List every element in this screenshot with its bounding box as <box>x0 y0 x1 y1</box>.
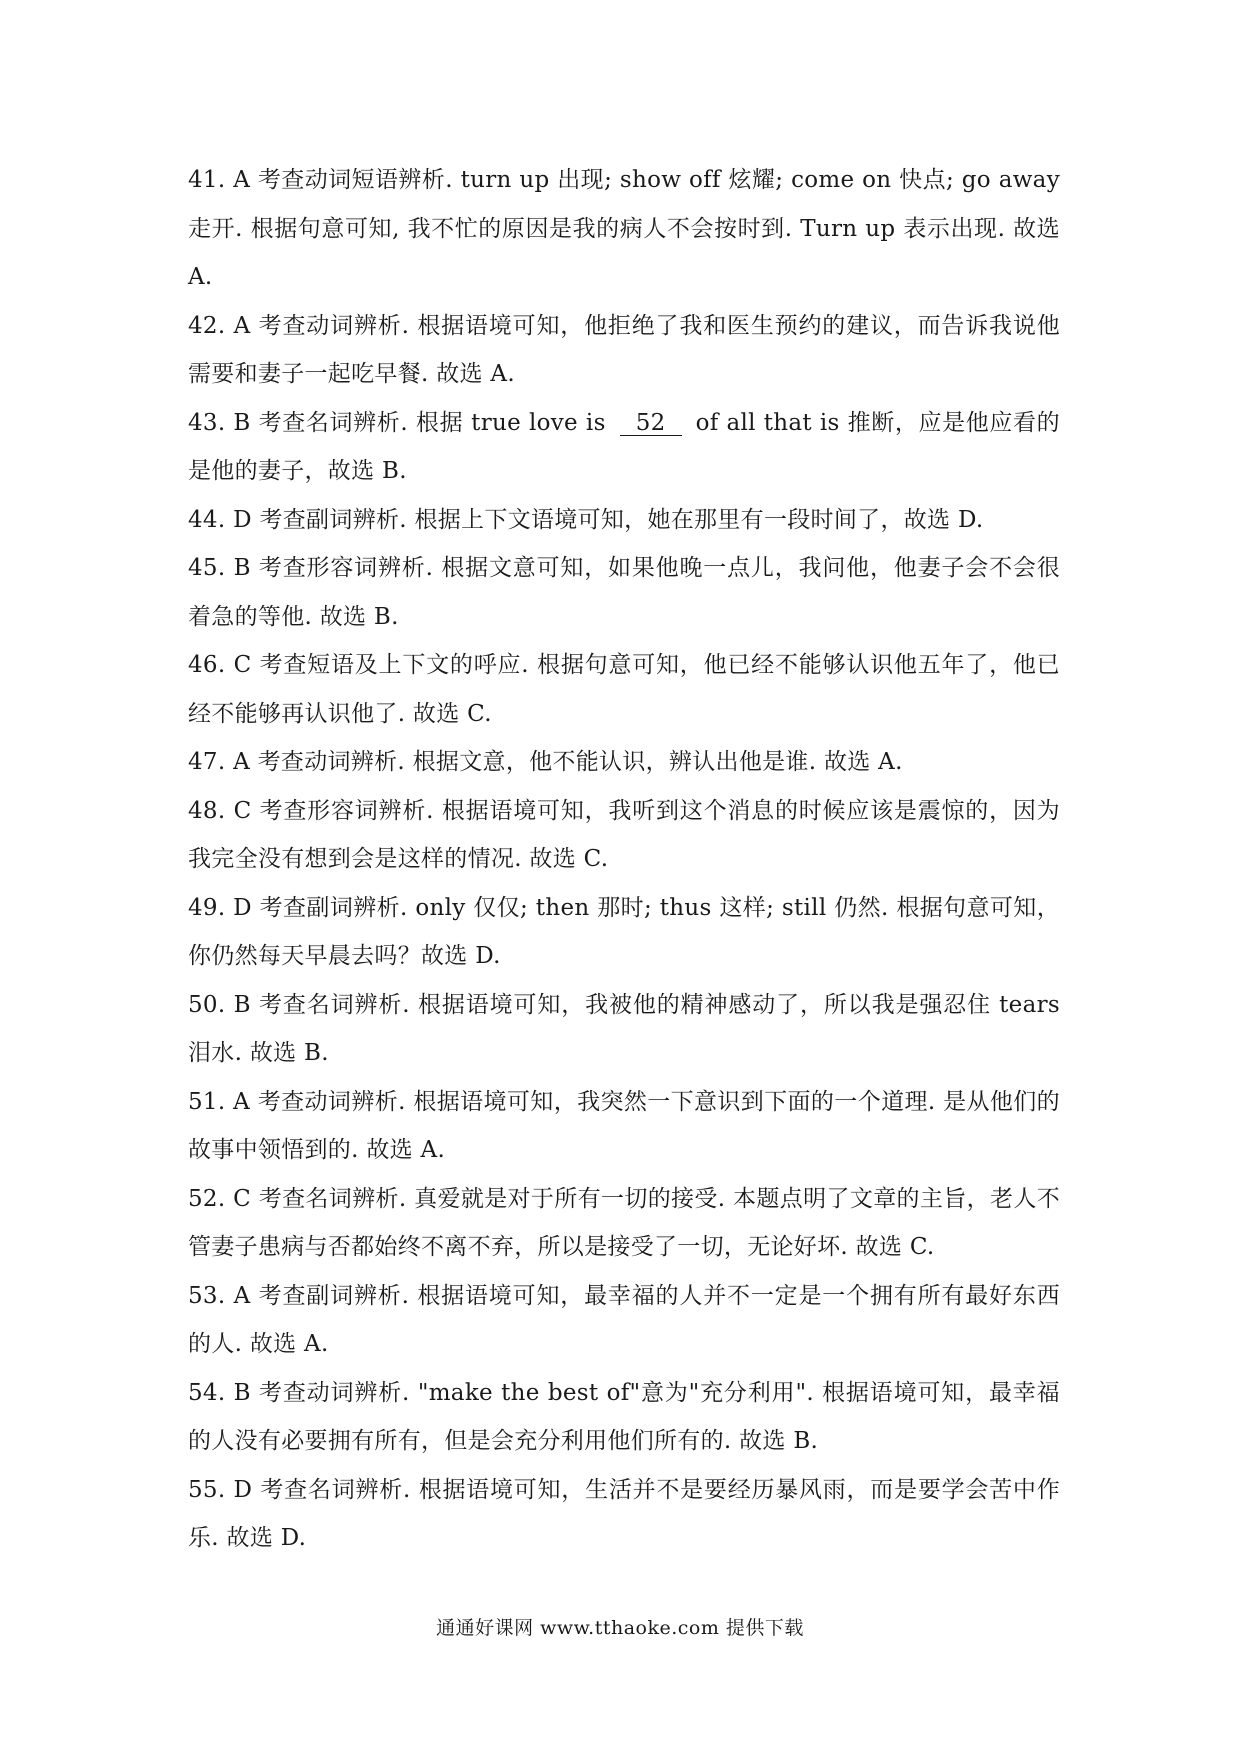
answer-43-post: of all that is 推断，应是他应看的是他的妻子，故选 B. <box>188 409 1060 484</box>
answer-42: 42. A 考查动词辨析. 根据语境可知，他拒绝了我和医生预约的建议，而告诉我说他需要和妻子一起吃早餐. 故选 A. <box>188 312 1060 387</box>
answer-50: 50. B 考查名词辨析. 根据语境可知，我被他的精神感动了，所以我是强忍住 tears 泪水. 故选 B. <box>188 991 1060 1066</box>
answer-43-pre: 43. B 考查名词辨析. 根据 true love is <box>188 409 614 436</box>
answer-44: 44. D 考查副词辨析. 根据上下文语境可知，她在那里有一段时间了，故选 D. <box>188 506 984 533</box>
answer-49: 49. D 考查副词辨析. only 仅仅; then 那时; thus 这样; still 仍然. 根据句意可知，你仍然每天早晨去吗？故选 D. <box>188 894 1060 969</box>
answer-47: 47. A 考查动词辨析. 根据文意，他不能认识，辨认出他是谁. 故选 A. <box>188 749 903 775</box>
answer-53: 53. A 考查副词辨析. 根据语境可知，最幸福的人并不一定是一个拥有所有最好东西的人. 故选 A. <box>188 1282 1060 1357</box>
answer-52: 52. C 考查名词辨析. 真爱就是对于所有一切的接受. 本题点明了文章的主旨，老人不管妻子患病与否都始终不离不弃，所以是接受了一切，无论好坏. 故选 C. <box>188 1185 1060 1260</box>
page-footer: 通通好课网 www.tthaoke.com 提供下载 <box>436 1617 804 1639</box>
answer-43-blank: 52 <box>620 411 682 436</box>
answer-48: 48. C 考查形容词辨析. 根据语境可知，我听到这个消息的时候应该是震惊的，因为我完全没有想到会是这样的情况. 故选 C. <box>188 797 1060 872</box>
answer-45: 45. B 考查形容词辨析. 根据文意可知，如果他晚一点儿，我问他，他妻子会不会很着急的等他. 故选 B. <box>188 555 1060 630</box>
answer-54: 54. B 考查动词辨析. "make the best of"意为"充分利用". 根据语境可知，最幸福的人没有必要拥有所有，但是会充分利用他们所有的. 故选 B. <box>188 1379 1060 1454</box>
answer-51: 51. A 考查动词辨析. 根据语境可知，我突然一下意识到下面的一个道理. 是从他们的故事中领悟到的. 故选 A. <box>188 1088 1060 1163</box>
answer-46: 46. C 考查短语及上下文的呼应. 根据句意可知，他已经不能够认识他五年了，他已经不能够再认识他了. 故选 C. <box>188 652 1060 727</box>
answer-explanations <box>188 156 1060 1563</box>
answer-55: 55. D 考查名词辨析. 根据语境可知，生活并不是要经历暴风雨，而是要学会苦中作乐. 故选 D. <box>188 1476 1060 1551</box>
answer-41: 41. A 考查动词短语辨析. turn up 出现; show off 炫耀; come on 快点; go away 走开. 根据句意可知, 我不忙的原因是我的病人不会按时到. Turn up 表示出现. 故选 A. <box>188 167 1060 290</box>
answer-43 <box>188 399 1060 496</box>
